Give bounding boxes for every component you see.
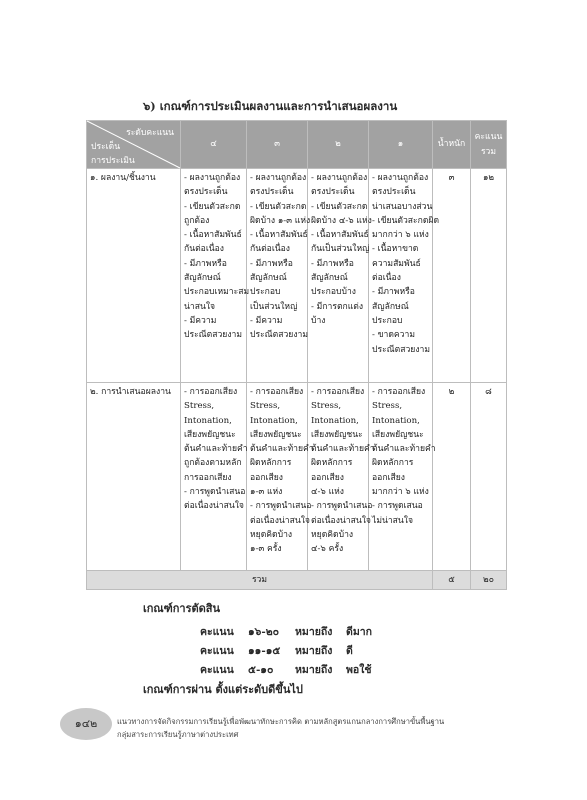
header-level-1: ๑	[369, 121, 433, 169]
level-line: หยุดคิดบ้าง	[250, 529, 293, 540]
level-line: - เนื้อหาสัมพันธ์	[184, 230, 242, 241]
level-line: น่าเสนอบางส่วน	[372, 201, 433, 212]
level-line: ผิดหลักการ	[311, 458, 353, 469]
level-cell	[308, 383, 375, 571]
level-line: Intonation,	[184, 415, 232, 426]
level-line: - การพูดนำเสนอ	[311, 501, 373, 512]
decision-title: เกณฑ์การตัดสิน	[143, 602, 221, 615]
level-line: - มีความ	[250, 315, 283, 326]
level-line: มากกว่า ๖ แห่ง	[372, 230, 429, 241]
level-line: เสียงพยัญชนะ	[372, 429, 424, 440]
header-weight: น้ำหนัก	[433, 121, 471, 169]
level-line: ต่อเนื่องน่าสนใจ	[184, 501, 244, 512]
level-line: - ผลงานถูกต้อง	[311, 173, 368, 183]
footer-line-1: แนวทางการจัดกิจกรรมการเรียนรู้เพื่อพัฒนาทักษะการคิด ตามหลักสูตรแกนกลางการศึกษาขั้นพื้นฐาน	[117, 717, 445, 726]
level-line: - มีภาพหรือ	[311, 258, 354, 269]
level-line: - การออกเสียง	[311, 387, 365, 397]
header-total-score	[471, 121, 507, 169]
total-score: ๒๐	[471, 571, 507, 590]
level-line: - การออกเสียง	[250, 387, 304, 397]
level-line: - เขียนตัวสะกด	[250, 201, 307, 212]
header-total-line: รวม	[480, 146, 497, 157]
criterion-cell: ๑. ผลงาน/ชิ้นงาน	[87, 169, 181, 383]
level-line: ถูกต้องตามหลัก	[184, 458, 242, 469]
footer-line-2: กลุ่มสาระการเรียนรู้ภาษาต่างประเทศ	[117, 730, 239, 739]
level-line: ออกเสียง	[372, 472, 405, 483]
decision-meaning: หมายถึง	[295, 645, 333, 657]
header-level-3: ๓	[247, 121, 308, 169]
header-level-4: ๔	[181, 121, 247, 169]
page-number-badge: ๑๔๒	[60, 708, 112, 740]
level-line: การออกเสียง	[184, 472, 232, 483]
level-line: ต่อเนื่อง	[372, 273, 401, 284]
level-line: ผิดหลักการ	[372, 458, 414, 469]
decision-range: ๑๑-๑๕	[248, 645, 281, 657]
level-line: Stress,	[372, 401, 403, 412]
level-line: สัญลักษณ์	[184, 273, 221, 284]
level-line: Stress,	[311, 401, 342, 412]
level-line: - ผลงานถูกต้อง	[250, 173, 307, 183]
level-line: ๔-๖ ครั้ง	[311, 544, 344, 555]
level-line: ผิดบ้าง ๑-๓ แห่ง	[250, 215, 311, 226]
level-line: - เขียนตัวสะกดผิด	[372, 215, 440, 226]
level-line: ตรงประเด็น	[311, 187, 355, 198]
level-line: เป็นส่วนใหญ่	[250, 301, 298, 312]
level-line: ตรงประเด็น	[250, 187, 294, 198]
table-header-row	[87, 121, 507, 169]
decision-level: ดี	[346, 645, 353, 657]
level-cell	[369, 383, 436, 571]
level-line: - เขียนตัวสะกด	[311, 201, 368, 212]
level-line: กันต่อเนื่อง	[250, 244, 290, 255]
level-line: Stress,	[250, 401, 281, 412]
level-line: Stress,	[184, 401, 215, 412]
level-line: มากกว่า ๖ แห่ง	[372, 487, 429, 498]
total-weight: ๕	[433, 571, 471, 590]
level-line: - การออกเสียง	[184, 387, 238, 397]
decision-level: ดีมาก	[346, 626, 372, 638]
level-line: - มีการตกแต่ง	[311, 301, 364, 312]
table-row	[87, 169, 507, 383]
level-line: - เนื้อหาสัมพันธ์	[311, 230, 369, 241]
level-line: ออกเสียง	[311, 472, 344, 483]
level-line: ต้นคำและท้ายคำ	[250, 444, 314, 455]
level-cell	[369, 169, 440, 383]
level-cell	[247, 169, 311, 383]
total-row	[87, 571, 507, 590]
level-line: - มีความ	[184, 315, 217, 326]
level-line: Intonation,	[250, 415, 298, 426]
table-row	[87, 383, 507, 571]
total-cell: ๑๒	[471, 169, 507, 383]
decision-label: คะแนน	[200, 626, 234, 638]
header-assessment: การประเมิน	[91, 156, 135, 166]
header-total-line: คะแนน	[474, 132, 503, 143]
level-line: บ้าง	[311, 315, 326, 326]
level-line: ความสัมพันธ์	[372, 258, 421, 269]
level-line: ประกอบเหมาะสม	[184, 287, 250, 298]
level-line: ประณีตสวยงาม	[184, 330, 243, 341]
decision-meaning: หมายถึง	[295, 664, 333, 676]
weight-cell: ๒	[433, 383, 471, 571]
level-line: ไม่น่าสนใจ	[372, 515, 414, 526]
section-heading: ๖) เกณฑ์การประเมินผลงานและการนำเสนอผลงาน	[143, 99, 398, 113]
decision-range: ๕-๑๐	[248, 664, 274, 676]
level-line: เสียงพยัญชนะ	[184, 429, 236, 440]
decision-level: พอใช้	[346, 664, 372, 676]
level-cell	[181, 383, 247, 571]
level-line: ตรงประเด็น	[372, 187, 416, 198]
level-line: เสียงพยัญชนะ	[250, 429, 302, 440]
level-line: ออกเสียง	[250, 472, 283, 483]
level-line: - การออกเสียง	[372, 387, 426, 397]
decision-meaning: หมายถึง	[295, 626, 333, 638]
level-line: - ผลงานถูกต้อง	[372, 173, 429, 183]
level-line: - มีภาพหรือ	[184, 258, 227, 269]
level-line: สัญลักษณ์	[311, 273, 348, 284]
decision-label: คะแนน	[200, 664, 234, 676]
level-line: ต้นคำและท้ายคำ	[311, 444, 375, 455]
level-line: ประกอบ	[250, 287, 281, 298]
level-line: หยุดคิดบ้าง	[311, 529, 354, 540]
level-line: ต้นคำและท้ายคำ	[372, 444, 436, 455]
level-line: - การพูดนำเสนอ	[250, 501, 312, 512]
level-line: กันต่อเนื่อง	[184, 244, 224, 255]
header-corner-cell	[87, 121, 181, 169]
level-line: กันเป็นส่วนใหญ่	[311, 244, 370, 255]
level-line: - เนื้อหาสัมพันธ์	[250, 230, 308, 241]
level-line: - มีภาพหรือ	[250, 258, 293, 269]
level-line: - การพูดเสนอ	[372, 501, 423, 512]
level-line: ประกอบบ้าง	[311, 287, 356, 298]
level-line: - เขียนตัวสะกด	[184, 201, 241, 212]
level-line: ๔-๖ แห่ง	[311, 487, 344, 498]
rubric-table	[86, 120, 507, 590]
criterion-cell: ๒. การนำเสนอผลงาน	[87, 383, 181, 571]
level-cell	[247, 383, 314, 571]
level-line: - การพูดนำเสนอ	[184, 487, 246, 498]
level-line: ตรงประเด็น	[184, 187, 228, 198]
decision-label: คะแนน	[200, 645, 234, 657]
level-line: - มีภาพหรือ	[372, 287, 415, 298]
weight-cell: ๓	[433, 169, 471, 383]
level-line: น่าสนใจ	[184, 301, 216, 312]
header-score-level: ระดับคะแนน	[126, 128, 174, 138]
level-line: ประณีตสวยงาม	[372, 344, 431, 355]
level-line: สัญลักษณ์	[250, 273, 287, 284]
level-cell	[181, 169, 250, 383]
level-line: ประณีตสวยงาม	[250, 330, 309, 341]
level-cell	[308, 169, 372, 383]
level-line: Intonation,	[311, 415, 359, 426]
level-line: - ผลงานถูกต้อง	[184, 173, 241, 183]
level-line: ต่อเนื่องน่าสนใจ	[311, 515, 371, 526]
level-line: ๑-๓ ครั้ง	[250, 544, 282, 555]
level-line: ต้นคำและท้ายคำ	[184, 444, 248, 455]
pass-criteria: เกณฑ์การผ่าน ตั้งแต่ระดับดีขึ้นไป	[143, 683, 303, 696]
level-line: Intonation,	[372, 415, 420, 426]
level-line: ผิดบ้าง ๔-๖ แห่ง	[311, 215, 372, 226]
level-line: - เนื้อหาขาด	[372, 244, 419, 255]
header-issue: ประเด็น	[91, 142, 121, 152]
header-level-2: ๒	[308, 121, 369, 169]
level-line: ผิดหลักการ	[250, 458, 292, 469]
level-line: ต่อเนื่องน่าสนใจ	[250, 515, 310, 526]
level-line: - ขาดความ	[372, 330, 415, 341]
level-line: ๑-๓ แห่ง	[250, 487, 283, 498]
total-cell: ๘	[471, 383, 507, 571]
level-line: ถูกต้อง	[184, 215, 210, 226]
decision-range: ๑๖-๒๐	[248, 626, 280, 638]
level-line: เสียงพยัญชนะ	[311, 429, 363, 440]
level-line: ประกอบ	[372, 315, 403, 326]
level-line: สัญลักษณ์	[372, 301, 409, 312]
total-label: รวม	[87, 571, 433, 590]
